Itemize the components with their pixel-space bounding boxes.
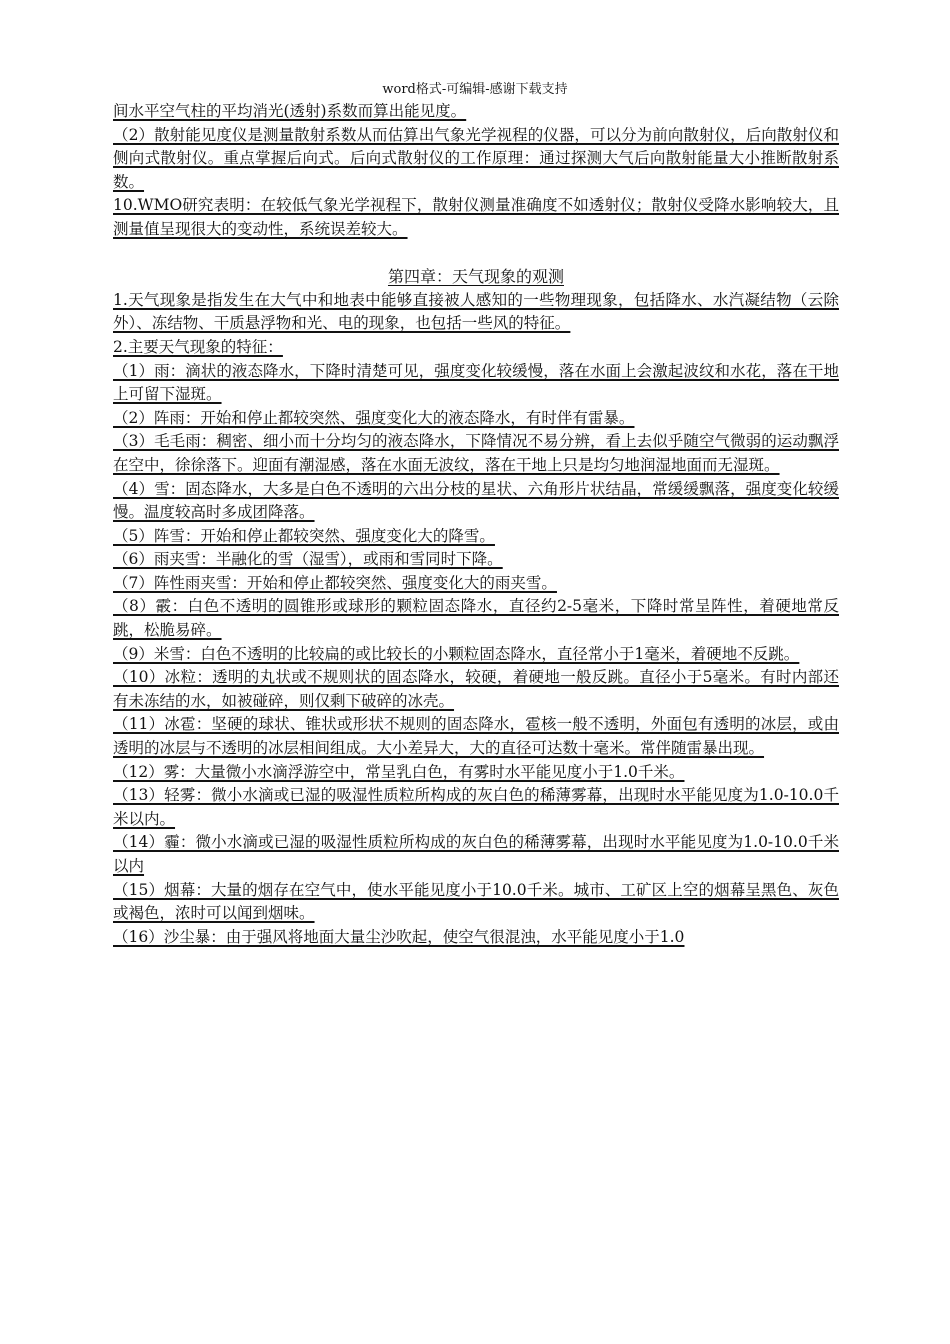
list-item: （7）阵性雨夹雪：开始和停止都较突然、强度变化大的雨夹雪。 [113, 573, 557, 592]
paragraph: 1.天气现象是指发生在大气中和地表中能够直接被人感知的一些物理现象，包括降水、水汽凝结物（云除外）、冻结物、干质悬浮物和光、电的现象，也包括一些风的特征。 [113, 290, 839, 333]
list-item: （6）雨夹雪：半融化的雪（湿雪），或雨和雪同时下降。 [113, 550, 503, 569]
paragraph: 2.主要天气现象的特征： [113, 337, 283, 356]
paragraph: 10.WMO研究表明：在较低气象光学视程下，散射仪测量准确度不如透射仪；散射仪受降水影响较大，且测量值呈现很大的变动性，系统误差较大。 [113, 196, 839, 238]
list-item: （15）烟幕：大量的烟存在空气中，使水平能见度小于10.0千米。城市、工矿区上空的烟幕呈黑色、灰色或褐色，浓时可以闻到烟味。 [113, 880, 839, 923]
list-item: （12）雾：大量微小水滴浮游空中，常呈乳白色，有雾时水平能见度小于1.0千米。 [113, 762, 685, 781]
paragraph: （2）散射能见度仪是测量散射系数从而估算出气象光学视程的仪器，可以分为前向散射仪，后向散射仪和侧向式散射仪。重点掌握后向式。后向式散射仪的工作原理：通过探测大气后向散射能量大小推断散射系数。 [113, 125, 839, 191]
list-item: （14）霾：微小水滴或已湿的吸湿性质粒所构成的灰白色的稀薄雾幕，出现时水平能见度为1.0-10.0千米以内 [113, 833, 839, 875]
blank-line [113, 242, 839, 266]
chapter-title: 第四章：天气现象的观测 [387, 267, 564, 287]
list-item: （2）阵雨：开始和停止都较突然、强度变化大的液态降水，有时伴有雷暴。 [113, 408, 635, 427]
list-item: （16）沙尘暴：由于强风将地面大量尘沙吹起，使空气很混浊，水平能见度小于1.0 [113, 927, 685, 946]
list-item: （9）米雪：白色不透明的比较扁的或比较长的小颗粒固态降水，直径常小于1毫米，着硬地不反跳。 [113, 644, 800, 663]
list-item: （11）冰雹：坚硬的球状、锥状或形状不规则的固态降水，雹核一般不透明，外面包有透明的冰层，或由透明的冰层与不透明的冰层相间组成。大小差异大，大的直径可达数十毫米。常伴随雷暴出现。 [113, 715, 839, 758]
list-item: （5）阵雪：开始和停止都较突然、强度变化大的降雪。 [113, 526, 495, 545]
list-item: （3）毛毛雨：稠密、细小而十分均匀的液态降水，下降情况不易分辨，看上去似乎随空气微弱的运动飘浮在空中，徐徐落下。迎面有潮湿感，落在水面无波纹，落在干地上只是均匀地润湿地面而无湿斑。 [113, 432, 839, 474]
page-header: word格式-可编辑-感谢下载支持 [382, 82, 568, 97]
document-body [113, 100, 839, 949]
paragraph: 间水平空气柱的平均消光(透射)系数而算出能见度。 [113, 102, 467, 120]
list-item: （13）轻雾：微小水滴或已湿的吸湿性质粒所构成的灰白色的稀薄雾幕，出现时水平能见度为1.0-10.0千米以内。 [113, 786, 839, 828]
list-item: （10）冰粒：透明的丸状或不规则状的固态降水，较硬，着硬地一般反跳。直径小于5毫米。有时内部还有未冻结的水，如被碰碎，则仅剩下破碎的冰壳。 [113, 668, 839, 710]
list-item: （8）霰：白色不透明的圆锥形或球形的颗粒固态降水，直径约2-5毫米，下降时常呈阵性，着硬地常反跳，松脆易碎。 [113, 597, 839, 640]
list-item: （1）雨：滴状的液态降水，下降时清楚可见，强度变化较缓慢，落在水面上会激起波纹和水花，落在干地上可留下湿斑。 [113, 361, 839, 404]
list-item: （4）雪：固态降水，大多是白色不透明的六出分枝的星状、六角形片状结晶，常缓缓飘落，强度变化较缓慢。温度较高时多成团降落。 [113, 479, 839, 522]
